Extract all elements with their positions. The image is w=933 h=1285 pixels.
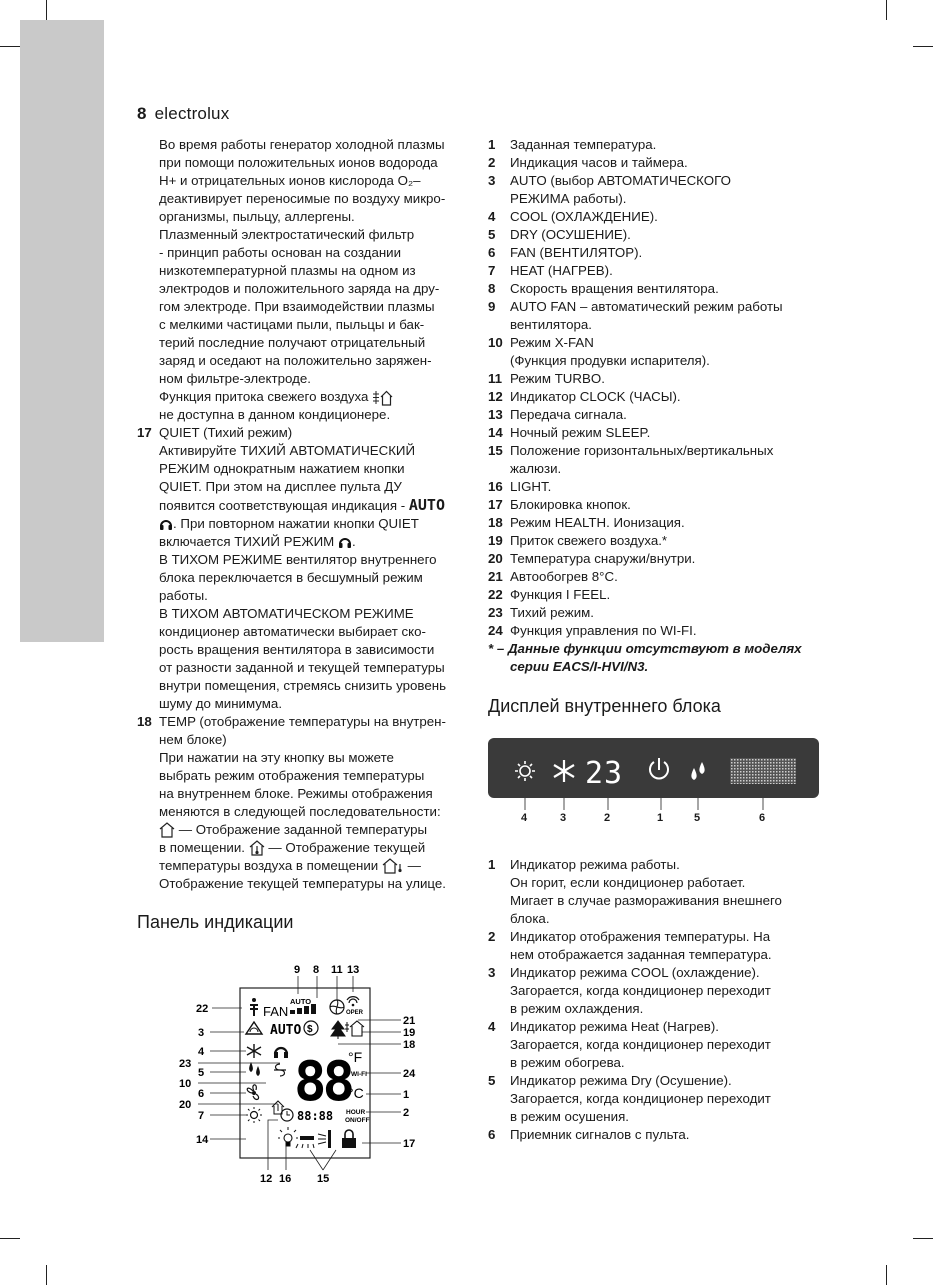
plasma-line: низкотемпературной плазмы на одном из [159, 263, 416, 278]
legend-item-number: 21 [488, 569, 503, 584]
display-legend-item-text: Приемник сигналов с пульта. [510, 1127, 690, 1142]
legend-item-number: 2 [488, 155, 496, 170]
callout-14: 14 [196, 1134, 209, 1146]
lcd-temp-digits: 88 [294, 1050, 352, 1113]
legend-item-text: FAN (ВЕНТИЛЯТОР). [510, 245, 643, 260]
callout-9: 9 [294, 964, 301, 976]
callout-6: 6 [198, 1088, 205, 1100]
legend-item [488, 406, 828, 424]
legend-item [488, 226, 828, 244]
legend-item-text: Положение горизонтальных/вертикальных [510, 443, 774, 458]
display-legend-item: блока. [510, 911, 550, 926]
legend-item-number: 22 [488, 587, 503, 602]
swing-vertical-icon [318, 1130, 331, 1148]
crop-mark [913, 46, 933, 47]
item17-line: шуму до минимума. [159, 696, 283, 711]
item17-line: появится соответствующая индикация - AUTO [159, 496, 445, 514]
left-column [137, 136, 472, 893]
legend-item [488, 262, 828, 280]
plasma-line: заряд и оседают на положительно заряжен- [159, 353, 432, 368]
item18-line: на внутреннем блоке. Режимы отображения [159, 786, 433, 801]
legend-item-text: Функция I FEEL. [510, 587, 611, 602]
display-callout-4: 4 [521, 812, 528, 824]
item17-line: РЕЖИМ однократным нажатием кнопки [159, 461, 405, 476]
footnote: * – Данные функции отсутствуют в моделях серии EACS/I-HVI/N3. [488, 641, 802, 674]
light-bulb-icon [278, 1127, 298, 1146]
legend-item-text: AUTO (выбор АВТОМАТИЧЕСКОГО [510, 173, 731, 188]
callout-19: 19 [403, 1027, 416, 1039]
xfan-propeller-icon [274, 1064, 286, 1076]
dry-drop-icon [691, 762, 704, 780]
item18-line: в помещении. — Отображение текущей [159, 840, 426, 855]
callout-2: 2 [403, 1107, 410, 1119]
legend-item-text: Функция управления по WI-FI. [510, 623, 697, 638]
turbo-icon [330, 1000, 344, 1014]
legend-item-number: 19 [488, 533, 503, 548]
item17-line: включается ТИХИЙ РЕЖИМ . [159, 534, 356, 549]
callout-12: 12 [260, 1173, 273, 1185]
ifeel-icon [250, 998, 258, 1016]
panel-title: Панель индикации [137, 912, 294, 932]
crop-mark [0, 1238, 20, 1239]
item17-line: от разности заданной и текущей температуры [159, 660, 445, 675]
legend-item-number: 11 [488, 371, 503, 386]
item18-line: нем блоке) [159, 732, 227, 747]
side-tab-bar [20, 20, 104, 642]
legend-item [488, 172, 828, 190]
display-callout-3: 3 [560, 812, 567, 824]
svg-text:$: $ [307, 1024, 313, 1035]
plasma-line: с мелкими частицами пыли, пыльцы и бак- [159, 317, 425, 332]
lcd-hour-label: HOUR [346, 1109, 366, 1116]
display-legend-item-number: 2 [488, 929, 496, 944]
lcd-wifi-label: WI-FI [351, 1071, 367, 1078]
legend-item [488, 208, 828, 226]
outdoor-thermometer-icon [382, 858, 404, 874]
legend-item [488, 154, 828, 172]
x-fan-icon [304, 1021, 318, 1035]
callout-3: 3 [198, 1027, 205, 1039]
display-legend-item: в режим обогрева. [510, 1055, 625, 1070]
legend-item-number: 12 [488, 389, 503, 404]
display-legend-item [488, 1126, 828, 1144]
legend-item [488, 244, 828, 262]
plasma-line: Во время работы генератор холодной плазмы [159, 137, 445, 152]
legend-item-number: 7 [488, 263, 496, 278]
legend-item-number: 15 [488, 443, 503, 458]
lcd-deg-c: °C [348, 1085, 364, 1101]
legend-item-number: 4 [488, 209, 496, 224]
callout-22: 22 [196, 1003, 209, 1015]
quiet-headphones-icon [274, 1048, 288, 1058]
display-legend-item: Мигает в случае размораживания внешнего [510, 893, 782, 908]
legend-item-number: 3 [488, 173, 496, 188]
display-legend-list [488, 856, 828, 1144]
lcd-deg-f: °F [348, 1049, 363, 1065]
indicator-legend-list [488, 136, 828, 640]
crop-mark [886, 1265, 887, 1285]
display-legend-item-number: 3 [488, 965, 496, 980]
display-callout-5: 5 [694, 812, 701, 824]
legend-item-text: AUTO FAN – автоматический режим работы [510, 299, 783, 314]
legend-item [488, 478, 828, 496]
legend-item [488, 568, 828, 586]
item17-line: В ТИХОМ АВТОМАТИЧЕСКОМ РЕЖИМЕ [159, 606, 414, 621]
lcd-panel-diagram [179, 960, 430, 1190]
legend-item [488, 442, 828, 460]
item17-paragraph [137, 551, 472, 713]
legend-item-text: Режим HEALTH. Ионизация. [510, 515, 685, 530]
auto-mode-icon [246, 1022, 262, 1034]
display-legend-item-number: 6 [488, 1127, 496, 1142]
legend-item-text: Приток свежего воздуха.* [510, 533, 668, 548]
item17-line: В ТИХОМ РЕЖИМЕ вентилятор внутреннего [159, 552, 437, 567]
display-callout-1: 1 [657, 812, 664, 824]
fresh-air-line2: не доступна в данном кондиционере. [159, 407, 391, 422]
health-tree-icon [331, 1021, 345, 1039]
legend-item: вентилятора. [510, 317, 592, 332]
signal-receiver-grid [730, 758, 796, 784]
legend-item-text: Автообогрев 8°C. [510, 569, 618, 584]
legend-item [488, 334, 828, 352]
callout-8: 8 [313, 964, 320, 976]
lock-icon [342, 1130, 356, 1148]
dry-drop-icon [249, 1062, 260, 1076]
brand-name: electrolux [154, 104, 230, 123]
legend-item-text: Скорость вращения вентилятора. [510, 281, 719, 296]
display-temp-digits: 23 [585, 756, 624, 791]
lcd-clock-digits: 88:88 [297, 1109, 334, 1123]
display-legend-item: в режим осушения. [510, 1109, 629, 1124]
display-legend-item-number: 4 [488, 1019, 496, 1034]
callout-24: 24 [403, 1068, 416, 1080]
plasma-line: электродов и положительного заряда на дру- [159, 281, 440, 296]
display-legend-item-text: Индикатор режима работы. [510, 857, 680, 872]
plasma-line: организмы, пыльцу, аллергены. [159, 209, 355, 224]
auto-label: AUTO [408, 496, 445, 514]
legend-item-text: Индикация часов и таймера. [510, 155, 688, 170]
plasma-line: Плазменный электростатический фильтр [159, 227, 415, 242]
display-legend-item: Загорается, когда кондиционер переходит [510, 1037, 771, 1052]
legend-item-text: Передача сигнала. [510, 407, 627, 422]
swing-louver-icon [296, 1136, 314, 1148]
legend-item-text: COOL (ОХЛАЖДЕНИЕ). [510, 209, 658, 224]
fan-mode-icon [247, 1085, 258, 1100]
fresh-air-icon [345, 1021, 364, 1036]
item18-line: При нажатии на эту кнопку вы можете [159, 750, 394, 765]
plasma-paragraph [137, 136, 472, 388]
display-legend-item-text: Индикатор отображения температуры. На [510, 929, 771, 944]
page-header [137, 104, 229, 124]
display-legend-item: в режим охлаждения. [510, 1001, 644, 1016]
legend-item [488, 604, 828, 622]
legend-item [488, 370, 828, 388]
display-callout-2: 2 [604, 812, 611, 824]
display-legend-item [488, 964, 828, 982]
legend-item [488, 622, 828, 640]
legend-item-text: Режим TURBO. [510, 371, 605, 386]
legend-item [488, 136, 828, 154]
display-callout-lines [488, 798, 819, 812]
legend-item-number: 8 [488, 281, 496, 296]
legend-item [488, 298, 828, 316]
display-legend-item: нем отображается заданная температура. [510, 947, 772, 962]
callout-18: 18 [403, 1039, 416, 1051]
callout-23: 23 [179, 1058, 192, 1070]
callout-16: 16 [279, 1173, 292, 1185]
legend-item-text: Ночный режим SLEEP. [510, 425, 651, 440]
lcd-auto-label: AUTO [270, 1023, 302, 1038]
legend-item-text: DRY (ОСУШЕНИЕ). [510, 227, 631, 242]
cool-snow-icon [247, 1044, 261, 1058]
legend-item-number: 18 [488, 515, 503, 530]
legend-item: (Функция продувки испарителя). [510, 353, 710, 368]
display-callout-6: 6 [759, 812, 766, 824]
fresh-air-line: Функция притока свежего воздуха [137, 388, 472, 406]
legend-item-number: 24 [488, 623, 503, 638]
legend-item-number: 9 [488, 299, 496, 314]
display-legend-item [488, 928, 828, 946]
heat-sun-icon [515, 761, 535, 781]
callout-15: 15 [317, 1173, 330, 1185]
callout-13: 13 [347, 964, 360, 976]
power-icon [650, 758, 668, 778]
legend-item-number: 5 [488, 227, 496, 242]
legend-item [488, 586, 828, 604]
crop-mark [46, 1265, 47, 1285]
item17-line: внутри помещения, стремясь снизить уровень [159, 678, 447, 693]
crop-mark [46, 0, 47, 20]
legend-item-number: 10 [488, 335, 503, 350]
house-icon [159, 822, 175, 838]
callout-17: 17 [403, 1138, 416, 1150]
callout-11: 11 [331, 964, 343, 976]
display-title: Дисплей внутреннего блока [488, 696, 721, 716]
page-number: 8 [137, 104, 147, 123]
callout-1: 1 [403, 1089, 410, 1101]
legend-item-number: 16 [488, 479, 503, 494]
legend-item: РЕЖИМА работы). [510, 191, 627, 206]
display-legend-item-text: Индикатор режима Heat (Нагрев). [510, 1019, 719, 1034]
heat-sun-icon [246, 1107, 262, 1123]
legend-item-text: Блокировка кнопок. [510, 497, 631, 512]
plasma-line: деактивирует переносимые по воздуху микро- [159, 191, 446, 206]
item17-line: работы. [159, 588, 208, 603]
legend-item [488, 532, 828, 550]
legend-item-text: Заданная температура. [510, 137, 657, 152]
plasma-line: H+ и отрицательных ионов кислорода O₂– [159, 173, 421, 188]
cool-snow-icon [554, 760, 574, 782]
legend-item-number: 17 [488, 497, 503, 512]
house-thermometer-icon [249, 840, 265, 856]
display-legend-item [488, 1072, 828, 1090]
item18-line: температуры воздуха в помещении — [159, 858, 421, 873]
display-legend-item-number: 1 [488, 857, 496, 872]
legend-item-number: 1 [488, 137, 496, 152]
display-legend-item: Загорается, когда кондиционер переходит [510, 983, 771, 998]
legend-item: жалюзи. [510, 461, 562, 476]
crop-mark [0, 46, 20, 47]
display-legend-item: Он горит, если кондиционер работает. [510, 875, 746, 890]
fresh-air-icon [372, 389, 392, 406]
legend-item [488, 424, 828, 442]
display-legend-item-text: Индикатор режима Dry (Осушение). [510, 1073, 732, 1088]
legend-item [488, 514, 828, 532]
item18-line: Отображение текущей температуры на улице. [159, 876, 446, 891]
svg-text:OPER: OPER [346, 1010, 364, 1016]
legend-item-number: 13 [488, 407, 503, 422]
crop-mark [913, 1238, 933, 1239]
legend-item-text: Индикатор CLOCK (ЧАСЫ). [510, 389, 681, 404]
item18-title: 18 TEMP (отображение температуры на внутрен- [137, 714, 446, 729]
plasma-line: ном фильтре-электроде. [159, 371, 311, 386]
legend-item-text: Режим X-FAN [510, 335, 594, 350]
legend-item [488, 388, 828, 406]
callout-20: 20 [179, 1099, 192, 1111]
sleep-moon-icon [250, 1130, 260, 1150]
legend-item [488, 496, 828, 514]
legend-item-number: 6 [488, 245, 496, 260]
legend-item-text: LIGHT. [510, 479, 552, 494]
display-legend-item-number: 5 [488, 1073, 496, 1088]
crop-mark [886, 0, 887, 20]
item17-title: 17 QUIET (Тихий режим) [137, 425, 293, 440]
quiet-headphones-icon [338, 535, 352, 549]
clock-icon [281, 1109, 293, 1121]
indoor-display-panel [488, 738, 819, 798]
item18-line: выбрать режим отображения температуры [159, 768, 425, 783]
plasma-line: терий последние получают отрицательный [159, 335, 426, 350]
item17-line: блока переключается в бесшумный режим [159, 570, 423, 585]
legend-item-text: HEAT (НАГРЕВ). [510, 263, 613, 278]
legend-item [488, 550, 828, 568]
display-legend-item [488, 1018, 828, 1036]
legend-item-text: Тихий режим. [510, 605, 594, 620]
item17-line: QUIET. При этом на дисплее пульта ДУ [159, 479, 402, 494]
display-legend-item [488, 856, 828, 874]
lcd-fan-label: FAN [263, 1004, 289, 1019]
display-legend-item: Загорается, когда кондиционер переходит [510, 1091, 771, 1106]
plasma-line: - принцип работы основан на создании [159, 245, 402, 260]
lcd-auto-fan-label: AUTO [290, 997, 312, 1006]
item17-line: Активируйте ТИХИЙ АВТОМАТИЧЕСКИЙ [159, 443, 416, 458]
item18-line: — Отображение заданной температуры [137, 821, 472, 839]
callout-4: 4 [198, 1046, 205, 1058]
indoor-display-icons [488, 738, 819, 798]
quiet-headphones-icon [159, 517, 173, 531]
plasma-line: гом электроде. При взаимодействии плазмы [159, 299, 435, 314]
legend-item [488, 280, 828, 298]
item17-line: рость вращения вентилятора в зависимости [159, 642, 435, 657]
legend-item-number: 23 [488, 605, 503, 620]
item17-line: . При повторном нажатии кнопки QUIET [137, 515, 472, 533]
item17-line: кондиционер автоматически выбирает ско- [159, 624, 426, 639]
legend-item-text: Температура снаружи/внутри. [510, 551, 696, 566]
callout-21: 21 [403, 1015, 416, 1027]
item18-line: меняются в следующей последовательности: [159, 804, 441, 819]
callout-10: 10 [179, 1078, 192, 1090]
signal-oper-icon [346, 997, 364, 1016]
legend-item-number: 20 [488, 551, 503, 566]
plasma-line: при помощи положительных ионов водорода [159, 155, 438, 170]
lcd-onoff-label: ON/OFF [345, 1117, 370, 1124]
callout-7: 7 [198, 1110, 205, 1122]
callout-5: 5 [198, 1067, 205, 1079]
legend-item-number: 14 [488, 425, 503, 440]
display-legend-item-text: Индикатор режима COOL (охлаждение). [510, 965, 760, 980]
